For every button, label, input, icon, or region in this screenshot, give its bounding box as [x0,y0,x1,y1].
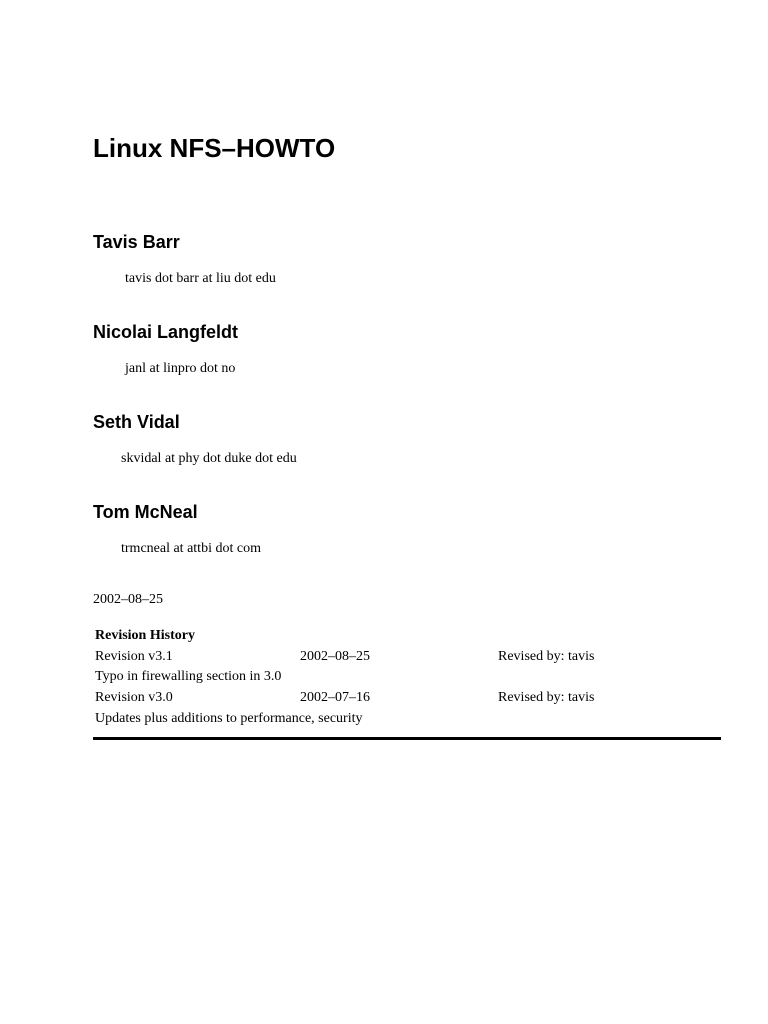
revision-row [95,688,721,709]
author-name: Tom McNeal [93,502,198,522]
revision-remark-row [95,667,721,688]
author-email: tavis dot barr at liu dot edu [125,271,276,286]
revision-author: Revised by: tavis [498,690,595,706]
horizontal-rule [93,737,721,740]
revision-remark-row [95,709,721,730]
revision-remark: Updates plus additions to performance, security [95,710,363,726]
author-name: Tavis Barr [93,232,180,252]
revision-date: 2002–07–16 [300,690,370,706]
document-title: Linux NFS–HOWTO [93,133,336,163]
revision-history-table [95,626,721,729]
revision-date: 2002–08–25 [300,648,370,664]
publication-date: 2002–08–25 [93,592,163,607]
author-email: skvidal at phy dot duke dot edu [121,451,297,466]
author-name: Nicolai Langfeldt [93,322,239,342]
revision-number: Revision v3.0 [95,690,173,706]
revision-history-heading: Revision History [95,628,195,643]
author-email: trmcneal at attbi dot com [121,541,261,556]
author-name: Seth Vidal [93,412,180,432]
revision-number: Revision v3.1 [95,648,173,664]
revision-author: Revised by: tavis [498,648,595,664]
revision-history-heading-row [95,626,721,647]
author-email: janl at linpro dot no [125,361,236,376]
revision-remark: Typo in firewalling section in 3.0 [95,669,282,685]
revision-row [95,647,721,668]
